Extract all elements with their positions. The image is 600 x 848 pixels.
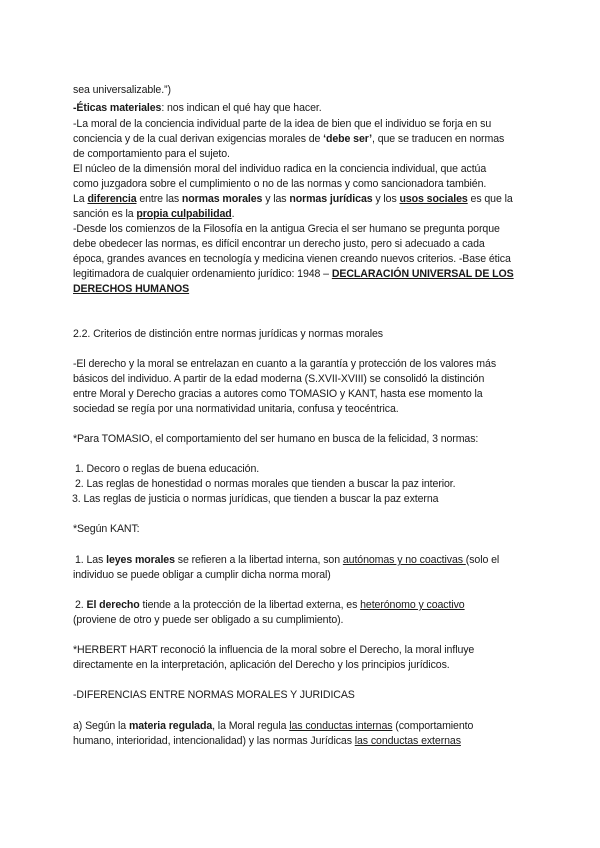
text: básicos del individuo. A partir de la edad moderna (S.XVII-XVIII) se consolidó la distinción [73,373,485,385]
bold-term: ‘debe ser’ [323,133,373,145]
text: -El derecho y la moral se entrelazan en cuanto a la garantía y protección de los valores más [73,358,497,370]
text-line [73,222,500,237]
heading-text: -DIFERENCIAS ENTRE NORMAS MORALES Y JURIDICAS [73,689,355,701]
list-item [75,477,455,492]
text: , que se traducen en normas [372,133,505,145]
text-line [73,719,473,734]
subsection-heading [73,688,355,703]
text: debe obedecer las normas, es difícil encontrar un derecho justo, pero si adecuado a cada [73,238,485,250]
text: legitimadora de cualquier ordenamiento jurídico: 1948 – [73,268,332,280]
text-line [73,192,513,207]
text-line [73,658,450,673]
text-line [73,282,189,297]
text: , la Moral regula [212,720,290,732]
text: 1. Las [75,554,107,566]
bold-term: leyes morales [106,554,175,566]
text: directamente en la interpretación, aplicación del Derecho y los principios jurídicos. [73,659,450,671]
bold-term: normas morales [181,193,263,205]
text: 2. [75,599,87,611]
underlined-term: propia culpabilidad [136,208,232,220]
text: (proviene de otro y puede ser obligado a su cumplimiento). [73,614,344,626]
text-line [73,613,343,628]
text: de comportamiento para el sujeto. [73,148,230,160]
text-line [73,402,399,417]
text-line [73,568,331,583]
list-item [75,462,259,477]
text-line [73,387,483,402]
text: sociedad se regía por una normatividad unitaria, confusa y teocéntrica. [73,403,399,415]
text: época, grandes avances en tecnología y medicina vienen creando nuevos criterios. -Base ética [73,253,511,265]
text-line [73,643,474,658]
text-line [73,207,234,222]
text-line [73,734,461,749]
text-line [73,132,504,147]
text: El núcleo de la dimensión moral del individuo radica en la conciencia individual, que actúa [73,163,487,175]
text-line [73,237,485,252]
text-line [73,522,140,537]
text: (comportamiento [392,720,474,732]
text: -Desde los comienzos de la Filosofía en la antigua Grecia el ser humano se pregunta porque [73,223,500,235]
text: -La moral de la conciencia individual parte de la idea de bien que el individuo se forja en su [73,118,492,130]
list-item [75,553,499,568]
text: como juzgadora sobre el cumplimiento o no de las normas y como sancionadora también. [73,178,487,190]
text-line [73,177,486,192]
underlined-term: diferencia [87,193,137,205]
text-line [73,162,486,177]
text: entre Moral y Derecho gracias a autores como TOMASIO y KANT, hasta ese momento la [73,388,483,400]
text: individuo se puede obligar a cumplir dicha norma moral) [73,569,331,581]
text: *HERBERT HART reconoció la influencia de la moral sobre el Derecho, la moral influye [73,644,475,656]
text: 3. Las reglas de justicia o normas jurídicas, que tienden a buscar la paz externa [72,493,439,505]
underlined-term: autónomas y no coactivas [342,554,466,566]
text-line [73,267,514,282]
text: humano, interioridad, intencionalidad) y las normas Jurídicas [73,735,355,747]
list-item [72,492,438,507]
text: 1. Decoro o reglas de buena educación. [75,463,260,475]
text: sanción es la [73,208,137,220]
underlined-term: DERECHOS HUMANOS [73,283,190,295]
text-line [73,101,322,116]
text: sea universalizable.”) [73,84,171,96]
underlined-term: las conductas internas [289,720,393,732]
text-line [73,252,511,267]
text: . [231,208,235,220]
underlined-term: heterónomo y coactivo [360,599,465,611]
text: se refieren a la libertad interna, son [174,554,343,566]
text: entre las [136,193,182,205]
text: : nos indican el qué hay que hacer. [161,102,322,114]
text: y las [262,193,290,205]
text: (solo el [465,554,500,566]
list-item [75,598,465,613]
text: *Para TOMASIO, el comportamiento del ser humano en busca de la felicidad, 3 normas: [73,433,479,445]
text: es que la [467,193,513,205]
heading-text: 2.2. Criterios de distinción entre normas jurídicas y normas morales [73,328,383,340]
text: a) Según la [73,720,129,732]
bold-term: normas jurídicas [289,193,373,205]
text-line [73,117,491,132]
underlined-term: usos sociales [399,193,468,205]
text: y los [372,193,400,205]
underlined-term: las conductas externas [354,735,461,747]
text: 2. Las reglas de honestidad o normas morales que tienden a buscar la paz interior. [75,478,456,490]
text-line [73,147,230,162]
bold-term: -Éticas materiales [73,102,162,114]
text-line [73,357,496,372]
text: tiende a la protección de la libertad externa, es [139,599,361,611]
underlined-term: DECLARACIÓN UNIVERSAL DE LOS [331,268,514,280]
text: *Según KANT: [73,523,140,535]
text-line [73,83,171,98]
text-line [73,432,478,447]
bold-term: materia regulada [128,720,213,732]
bold-term: El derecho [86,599,140,611]
text: conciencia y de la cual derivan exigencias morales de [73,133,324,145]
text: La [73,193,88,205]
section-heading [73,327,383,342]
text-line [73,372,484,387]
